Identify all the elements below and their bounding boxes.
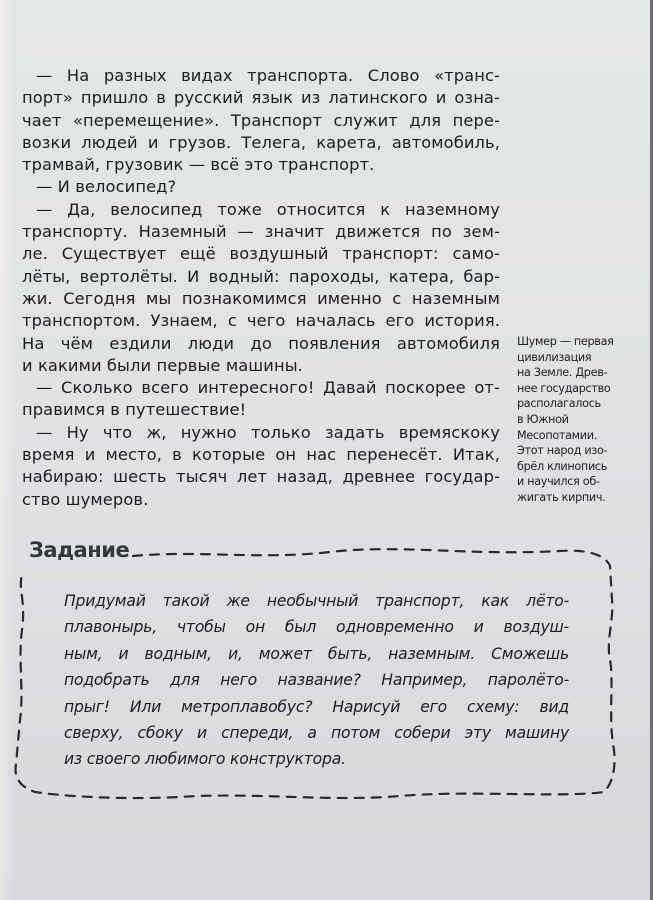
text-line: — Да, велосипед тоже относится к наземному [36,199,500,219]
sidenote-line: жигать кирпич. [517,490,606,504]
text-line: — Ну что ж, нужно только задать времяскоку [36,422,500,442]
text-line: — На разных видах транспорта. Слово «транс- [36,66,500,85]
task-heading: Задание [29,538,130,562]
text-line: набираю: шесть тысяч лет назад, древнее государ- [22,467,500,487]
sidenote-line: располагалось [517,397,601,411]
text-line: и какими были первые машины. [22,355,303,375]
task-line: сверху, сбоку и спереди, а потом собери эту машину [64,724,569,743]
sidenote-line: брёл клинопись [517,459,608,473]
page-left-shade [0,0,14,900]
sidenote-line: и научился об- [517,475,600,489]
text-line: жи. Сегодня мы познакомимся именно с наземным [22,288,500,308]
sidenote-line: Этот народ изо- [517,444,608,458]
sidenote-line: в Южной [517,412,569,426]
text-line: лёты, вертолёты. И водный: пароходы, катера, бар- [22,266,500,286]
task-line: прыг! Или метроплавобус? Нарисуй его схему: вид [64,697,569,716]
text-line: возки людей и грузов. Телега, карета, автомобиль, [22,132,500,152]
text-line: чает «перемещение». Транспорт служит для пере- [22,110,500,130]
task-line: подобрать для него название? Например, паролёто- [64,671,569,690]
text-line: ле. Существует ещё воздушный транспорт: само- [22,244,500,264]
sidenote-line: Шумер — первая [517,335,614,348]
task-line: ным, и водным, и, может быть, наземным. Сможешь [64,644,569,663]
dialogue-text [22,65,500,511]
text-line: ство шумеров. [22,489,149,509]
text-line: правимся в путешествие! [22,400,247,420]
text-line: время и место, в которые он нас перенесёт. Итак, [22,445,500,465]
text-line: транспорту. Наземный — значит движется по зем- [22,222,500,242]
text-line: трамвай, грузовик — всё это транспорт. [22,155,375,175]
sidenote-line: на Земле. Древ- [517,366,608,380]
sidenote-line: Месопотамии. [517,428,598,442]
sidenote-line: нее государство [517,381,611,395]
text-line: На чём ездили люди до появления автомобиля [22,333,500,353]
text-line: порт» пришло в русский язык из латинского и озна- [22,88,500,108]
text-line: транспортом. Узнаем, с чего началась его история. [22,311,500,331]
sidenote-line: цивилизация [517,350,592,364]
task-line: из своего любимого конструктора. [64,750,346,769]
text-line: — Сколько всего интересного! Давай поскорее от- [36,378,500,398]
text-line: — И велосипед? [36,177,177,197]
sidenote-sumer [517,334,635,506]
task-line: Придумай такой же необычный транспорт, как лёто- [64,592,569,610]
task-line: плавонырь, чтобы он был одновременно и воздуш- [64,618,569,637]
task-text [64,588,569,773]
